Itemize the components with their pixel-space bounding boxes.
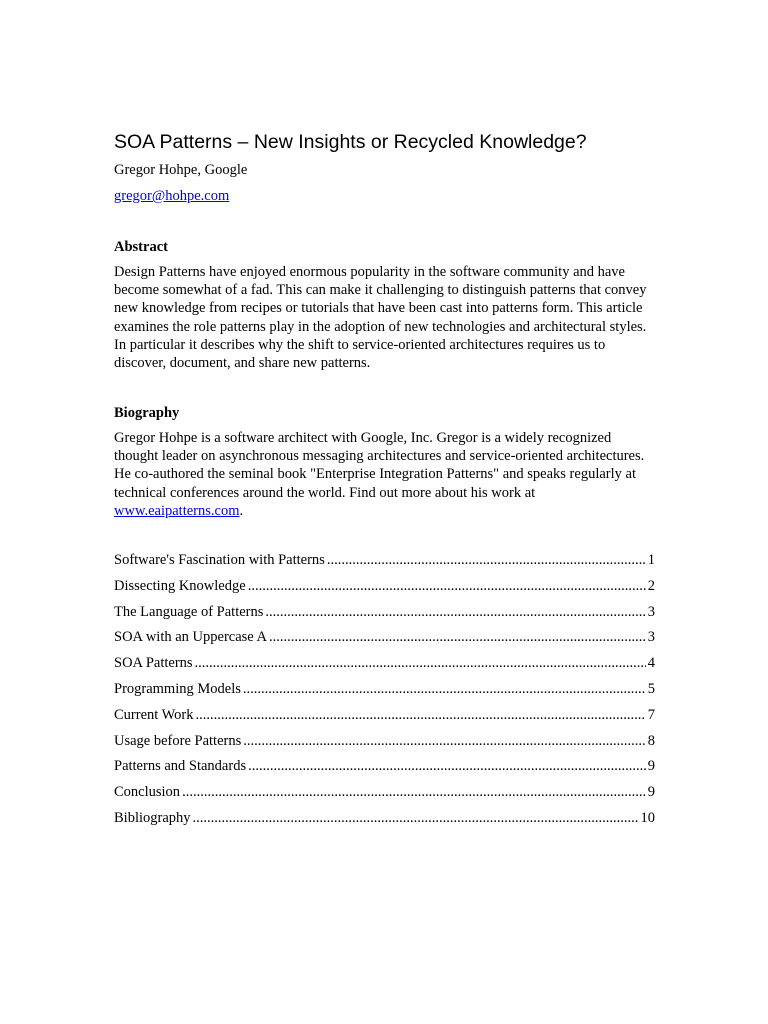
- toc-entry-label: Current Work: [114, 706, 194, 723]
- biography-text-main: Gregor Hohpe is a software architect with Google, Inc. Gregor is a widely recognized thought leader on asynchronous messaging architectures and service-oriented architectures. He co-authored the seminal book "Enterprise Integration Patterns" and speaks regularly at technical conferences around the world. Find out more about his work at: [114, 430, 645, 501]
- toc-entry[interactable]: [114, 627, 655, 653]
- toc-entry-label: Patterns and Standards: [114, 758, 247, 775]
- toc-entry[interactable]: [114, 705, 655, 731]
- toc-leader-dots: [327, 550, 646, 570]
- toc-entry-page: 10: [640, 809, 655, 826]
- toc-entry-page: 9: [647, 784, 655, 801]
- toc-entry[interactable]: [114, 550, 655, 576]
- toc-entry-label: SOA with an Uppercase A: [114, 629, 268, 646]
- toc-entry[interactable]: [114, 808, 655, 834]
- document-title: SOA Patterns – New Insights or Recycled Knowledge?: [114, 131, 587, 153]
- toc-entry-page: 5: [647, 680, 655, 697]
- toc-entry-page: 3: [647, 629, 655, 646]
- toc-entry-label: The Language of Patterns: [114, 603, 264, 620]
- toc-entry-label: Conclusion: [114, 784, 181, 801]
- table-of-contents: [114, 550, 655, 834]
- abstract-heading: Abstract: [114, 239, 168, 255]
- toc-leader-dots: [248, 576, 646, 596]
- toc-entry[interactable]: [114, 756, 655, 782]
- toc-entry-label: Programming Models: [114, 680, 241, 697]
- toc-entry-page: 7: [647, 706, 655, 723]
- toc-entry-page: 4: [647, 655, 655, 672]
- toc-entry-page: 2: [647, 577, 655, 594]
- toc-leader-dots: [182, 782, 646, 802]
- eaipatterns-link[interactable]: www.eaipatterns.com: [114, 502, 240, 519]
- abstract-text: Design Patterns have enjoyed enormous popularity in the software community and have become somewhat of a fad. This can make it challenging to distinguish patterns that convey new knowledge from recipes or tutorials that have been cast into patterns form. This article examines the role patterns play in the adoption of new technologies and architectural styles. In particular it describes why the shift to service-oriented architectures requires us to discover, document, and share new patterns.: [114, 264, 647, 372]
- author-email-link[interactable]: gregor@hohpe.com: [114, 188, 230, 204]
- biography-heading: Biography: [114, 405, 180, 421]
- toc-leader-dots: [269, 627, 646, 647]
- toc-entry[interactable]: [114, 782, 655, 808]
- toc-leader-dots: [195, 653, 646, 673]
- toc-entry-page: 1: [647, 552, 655, 568]
- toc-leader-dots: [196, 705, 646, 725]
- toc-entry-label: SOA Patterns: [114, 655, 193, 672]
- toc-entry-label: Software's Fascination with Patterns: [114, 552, 325, 568]
- toc-entry[interactable]: [114, 602, 655, 628]
- toc-entry[interactable]: [114, 731, 655, 757]
- toc-entry[interactable]: [114, 576, 655, 602]
- toc-entry-page: 9: [647, 758, 655, 775]
- biography-text-end: .: [239, 502, 244, 519]
- toc-leader-dots: [243, 679, 646, 699]
- toc-leader-dots: [248, 756, 646, 776]
- toc-entry-label: Dissecting Knowledge: [114, 577, 246, 594]
- toc-entry-label: Usage before Patterns: [114, 732, 242, 749]
- toc-leader-dots: [243, 731, 646, 751]
- author-line: Gregor Hohpe, Google: [114, 162, 248, 178]
- biography-text: [114, 429, 655, 520]
- toc-entry-page: 3: [647, 603, 655, 620]
- toc-leader-dots: [265, 602, 645, 622]
- toc-entry[interactable]: [114, 679, 655, 705]
- toc-leader-dots: [193, 808, 639, 828]
- toc-entry-label: Bibliography: [114, 809, 191, 826]
- toc-entry-page: 8: [647, 732, 655, 749]
- toc-entry[interactable]: [114, 653, 655, 679]
